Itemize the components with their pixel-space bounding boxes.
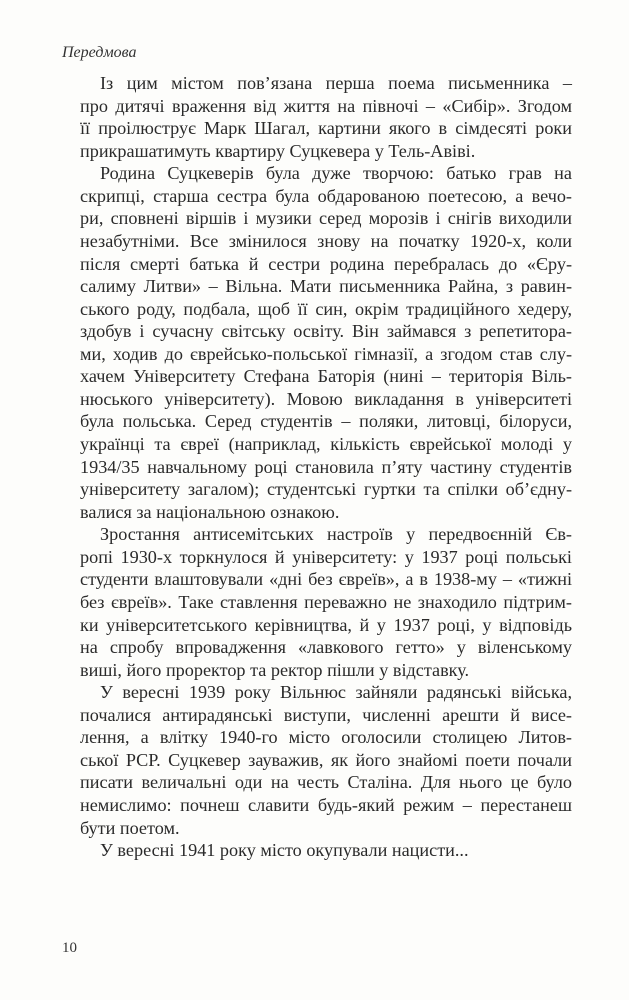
text-line: без євреїв». Таке ставлення переважно не знаходило підтрим-: [80, 591, 572, 612]
text-line: писати величальні оди на честь Сталіна. Для нього це було: [80, 772, 572, 793]
page-number: 10: [62, 940, 77, 956]
text-line: Зростання антисемітських настроїв у передвоєнній Єв-: [100, 524, 572, 545]
text-line: почалися антирадянські виступи, численні арешти й висе-: [80, 704, 572, 725]
text-line: здобув і сучасну світську освіту. Він займався з репетитора-: [80, 321, 572, 342]
paragraph: [80, 72, 572, 162]
text-line: Із цим містом пов’язана перша поема письменника –: [100, 73, 572, 93]
text-line: українці та євреї (наприклад, кількість єврейської молоді у: [80, 434, 572, 454]
paragraph: [80, 681, 572, 839]
text-line: після смерті батька й сестри родина перебралась до «Єру-: [80, 253, 572, 274]
text-line: нюського університету). Мовою викладання в університеті: [80, 388, 572, 409]
paragraph: [80, 162, 572, 523]
text-line: на спробу впровадження «лавкового гетто» у віленському: [80, 637, 572, 658]
text-line: салиму Литви» – Вільна. Мати письменника Райна, з равин-: [80, 276, 572, 297]
text-line: скрипці, старша сестра була обдарованою поетесою, а вечо-: [80, 185, 572, 206]
text-line: ропі 1930-х торкнулося й університету: у 1937 році польські: [80, 546, 572, 567]
text-line: немислимо: почнеш славити будь-який режим – перестанеш: [80, 795, 572, 815]
text-line: виші, його проректор та ректор пішли у відставку.: [80, 659, 470, 680]
text-line: У вересні 1941 року місто окупували нацисти...: [100, 840, 469, 861]
text-line: 1934/35 навчальному році становила п’яту частину студентів: [80, 456, 572, 477]
text-line: ського роду, подбала, щоб її син, окрім традиційного хедеру,: [80, 298, 572, 319]
text-line: У вересні 1939 року Вільнюс зайняли радянські війська,: [100, 682, 572, 703]
text-line: студенти влаштовували «дні без євреїв», а в 1938-му – «тижні: [80, 569, 572, 590]
text-line: університету загалом); студентські гуртки та спілки об’єдну-: [80, 479, 572, 500]
text-line: про дитячі враження від життя на півночі – «Сибір». Згодом: [80, 95, 572, 116]
text-line: була польська. Серед студентів – поляки, литовці, білоруси,: [80, 411, 572, 432]
text-line: її проілюструє Марк Шагал, картини якого в сімдесяті роки: [80, 118, 572, 139]
running-header: Передмова: [62, 44, 137, 61]
text-line: валися за національною ознакою.: [80, 501, 340, 522]
text-line: лення, а влітку 1940-го місто оголосили столицею Литов-: [80, 727, 572, 748]
text-line: бути поетом.: [80, 817, 180, 838]
paragraph: [80, 523, 572, 681]
text-line: ки університетського керівництва, й у 1937 році, у відповідь: [80, 614, 572, 635]
text-line: незабутніми. Все змінилося знову на початку 1920-х, коли: [80, 230, 572, 251]
text-line: Родина Суцкеверів була дуже творчою: батько грав на: [100, 163, 572, 184]
text-line: хачем Університету Стефана Баторія (нині – територія Віль-: [80, 366, 572, 387]
text-line: ської РСР. Суцкевер зауважив, як його знайомі поети почали: [80, 749, 572, 770]
paragraph: [80, 839, 572, 862]
text-line: ми, ходив до єврейсько-польської гімназії, а згодом став слу-: [80, 343, 572, 364]
text-line: прикрашатимуть квартиру Суцкевера у Тель-Авіві.: [80, 140, 476, 161]
body-text: [80, 72, 572, 862]
text-line: ри, сповнені віршів і музики серед морозів і снігів виходили: [80, 208, 572, 229]
